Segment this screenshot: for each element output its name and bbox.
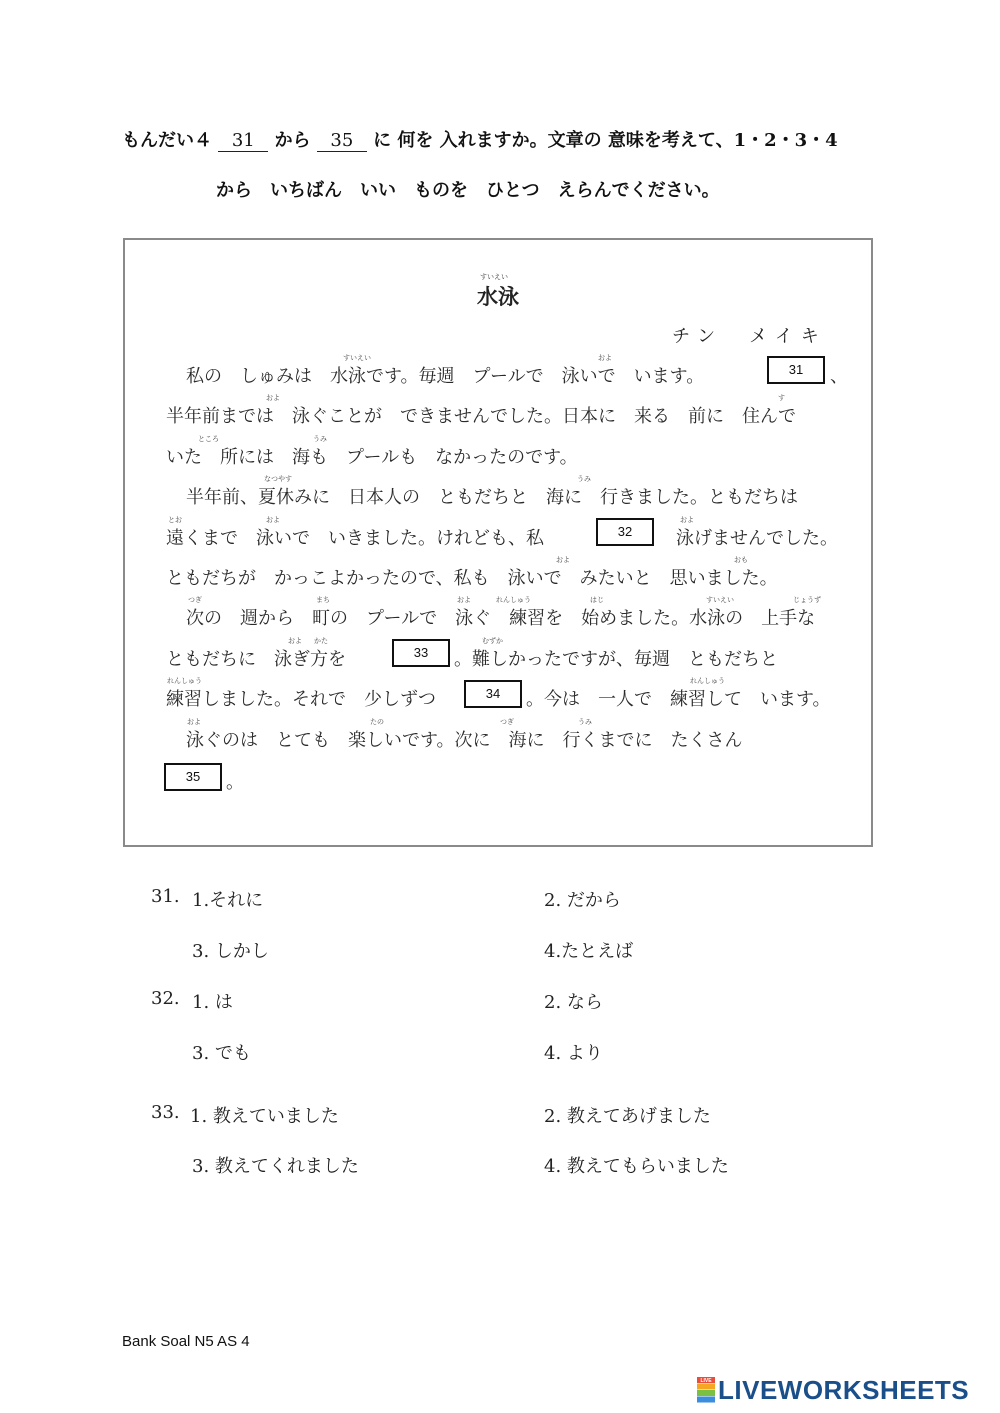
passage-line: 。 bbox=[226, 772, 244, 793]
passage-author: チン メイキ bbox=[672, 326, 827, 347]
furigana: およ bbox=[187, 718, 201, 726]
furigana: れんしゅう bbox=[167, 677, 202, 685]
passage-line: 半年前までは 泳ぐことが できませんでした。日本に 来る 前に 住んで bbox=[166, 406, 796, 427]
furigana: れんしゅう bbox=[496, 596, 531, 604]
question-number-31: 31. bbox=[151, 886, 180, 907]
choice-32-3[interactable]: 3. でも bbox=[192, 1043, 251, 1064]
furigana: およ bbox=[556, 556, 570, 564]
title-reading: すいえい bbox=[480, 273, 508, 281]
instruction-mid: から bbox=[274, 130, 311, 151]
choice-32-2[interactable]: 2. なら bbox=[544, 992, 603, 1013]
liveworksheets-logo-text: LIVEWORKSHEETS bbox=[718, 1375, 970, 1405]
question-number-33: 33. bbox=[151, 1102, 180, 1123]
passage-comma: 、 bbox=[830, 366, 848, 387]
furigana: およ bbox=[457, 596, 471, 604]
passage-line: ともだちが かっこよかったので、私も 泳いで みたいと 思いました。 bbox=[166, 568, 778, 589]
furigana: なつやす bbox=[264, 475, 292, 483]
furigana: およ bbox=[266, 394, 280, 402]
choice-31-1[interactable]: 1.それに bbox=[192, 890, 264, 911]
instruction-blank-31: 31 bbox=[218, 130, 268, 152]
passage-line: 泳ぐのは とても 楽しいです。次に 海に 行くまでに たくさん bbox=[186, 730, 743, 751]
furigana: す bbox=[778, 394, 785, 402]
furigana: つぎ bbox=[500, 718, 514, 726]
choice-33-1[interactable]: 1. 教えていました bbox=[190, 1106, 339, 1127]
furigana: つぎ bbox=[188, 596, 202, 604]
answer-box-32[interactable]: 32 bbox=[596, 518, 654, 546]
passage-title: 水泳 bbox=[477, 284, 519, 309]
choice-33-4[interactable]: 4. 教えてもらいました bbox=[544, 1156, 729, 1177]
furigana: すいえい bbox=[343, 354, 371, 362]
choice-31-3[interactable]: 3. しかし bbox=[192, 941, 269, 962]
passage-line: 次の 週から 町の プールで 泳ぐ 練習を 始めました。水泳の 上手な bbox=[186, 608, 816, 629]
furigana: はじ bbox=[590, 596, 604, 604]
furigana: すいえい bbox=[706, 596, 734, 604]
passage-line: 遠くまで 泳いで いきました。けれども、私 bbox=[166, 528, 544, 549]
furigana: れんしゅう bbox=[690, 677, 725, 685]
furigana: およ bbox=[680, 516, 694, 524]
instruction-suffix: に 何を 入れますか。文章の 意味を考えて、1・2・3・4 bbox=[373, 130, 838, 151]
passage-line: 。難しかったですが、毎週 ともだちと bbox=[454, 649, 778, 670]
passage-line: ともだちに 泳ぎ方を bbox=[166, 649, 346, 670]
furigana: とお bbox=[168, 516, 182, 524]
liveworksheets-logo bbox=[697, 1375, 969, 1406]
furigana: ところ bbox=[198, 435, 219, 443]
furigana: かた bbox=[314, 637, 328, 645]
passage-line: 。今は 一人で 練習して います。 bbox=[526, 689, 831, 710]
footer-source: Bank Soal N5 AS 4 bbox=[122, 1333, 250, 1350]
instruction-blank-35: 35 bbox=[317, 130, 367, 152]
answer-box-33[interactable]: 33 bbox=[392, 639, 450, 667]
furigana: およ bbox=[266, 516, 280, 524]
furigana: うみ bbox=[313, 435, 327, 443]
choice-33-3[interactable]: 3. 教えてくれました bbox=[192, 1156, 359, 1177]
answer-box-31[interactable]: 31 bbox=[767, 356, 825, 384]
passage-line: 泳げませんでした。 bbox=[676, 528, 838, 549]
furigana: うみ bbox=[578, 718, 592, 726]
instruction-prefix: もんだい４ bbox=[122, 130, 212, 151]
choice-32-1[interactable]: 1. は bbox=[192, 992, 233, 1013]
answer-box-35[interactable]: 35 bbox=[164, 763, 222, 791]
passage-line: 練習しました。それで 少しずつ bbox=[166, 689, 436, 710]
furigana: おも bbox=[734, 556, 748, 564]
question-number-32: 32. bbox=[151, 988, 180, 1009]
logo-mark-text: LIVE bbox=[700, 1378, 712, 1384]
choice-31-4[interactable]: 4.たとえば bbox=[544, 941, 634, 962]
furigana: まち bbox=[316, 596, 330, 604]
furigana: およ bbox=[598, 354, 612, 362]
furigana: たの bbox=[370, 718, 384, 726]
liveworksheets-logo-icon bbox=[697, 1377, 715, 1403]
furigana: むずか bbox=[482, 637, 503, 645]
choice-32-4[interactable]: 4. より bbox=[544, 1043, 603, 1064]
passage-line: 私の しゅみは 水泳です。毎週 プールで 泳いで います。 bbox=[186, 366, 705, 387]
answer-box-34[interactable]: 34 bbox=[464, 680, 522, 708]
choice-31-2[interactable]: 2. だから bbox=[544, 890, 621, 911]
instruction-line-2: から いちばん いい ものを ひとつ えらんでください。 bbox=[216, 180, 720, 201]
choice-33-2[interactable]: 2. 教えてあげました bbox=[544, 1106, 711, 1127]
passage-line: いた 所には 海も プールも なかったのです。 bbox=[166, 447, 578, 468]
furigana: じょうず bbox=[793, 596, 821, 604]
instruction-line-1 bbox=[122, 126, 838, 152]
furigana: およ bbox=[288, 637, 302, 645]
furigana: うみ bbox=[577, 475, 591, 483]
passage-line: 半年前、夏休みに 日本人の ともだちと 海に 行きました。ともだちは bbox=[186, 487, 798, 508]
